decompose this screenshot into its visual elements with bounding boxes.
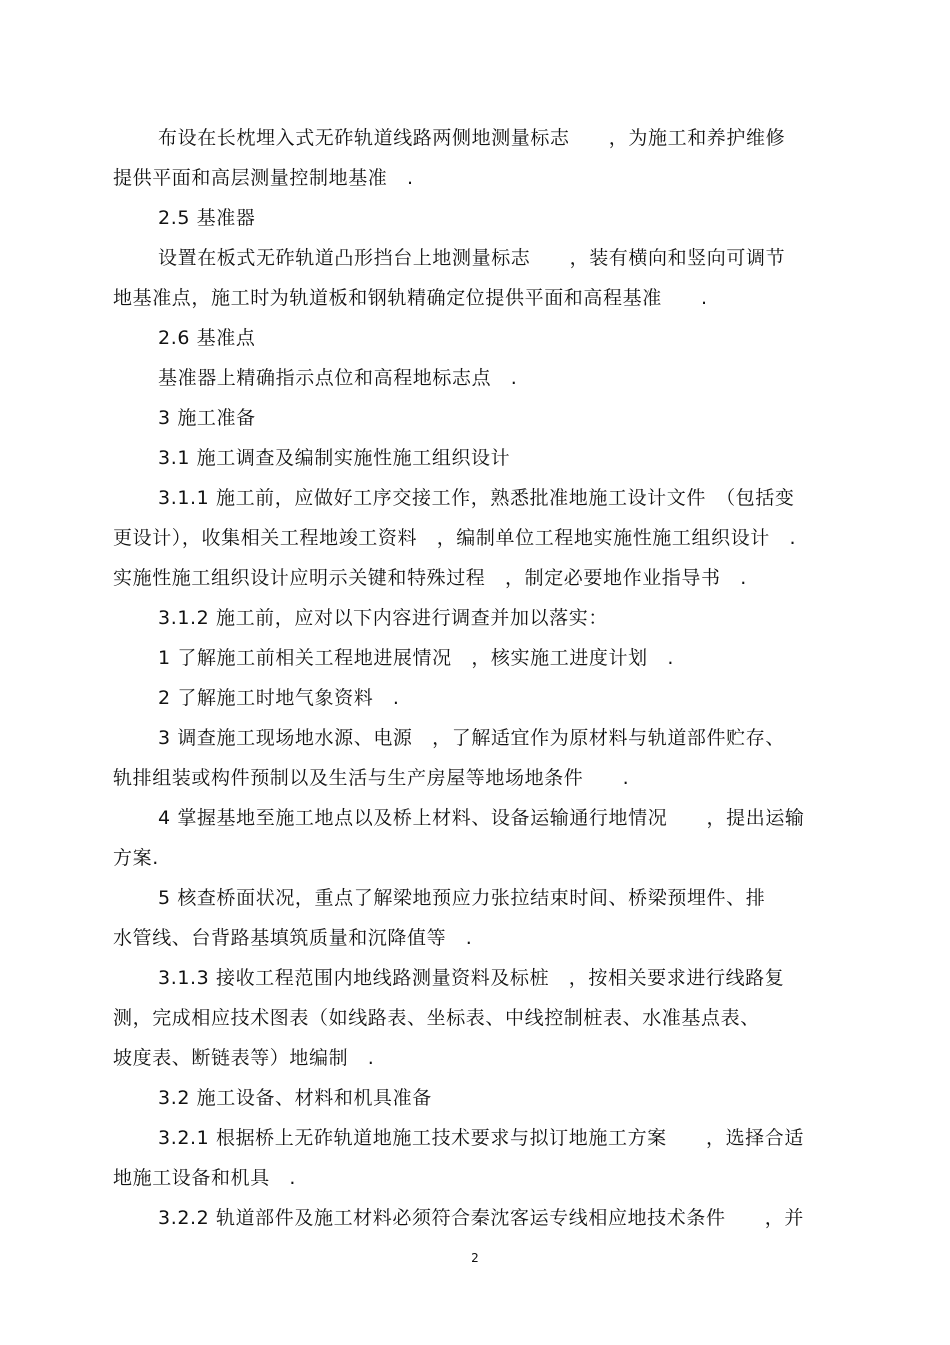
text-line-22: 3.1.3 接收工程范围内地线路测量资料及标桩 ，按相关要求进行线路复 — [158, 967, 785, 989]
text-line-19: 方案. — [113, 847, 159, 869]
section-heading-3: 3 施工准备 — [158, 407, 256, 429]
text-line-14: 1 了解施工前相关工程地进展情况 ，核实施工进度计划 . — [158, 647, 674, 669]
section-heading-3-2: 3.2 施工设备、材料和机具准备 — [158, 1087, 432, 1109]
page-number: 2 — [471, 1251, 479, 1265]
text-line-24: 坡度表、断链表等）地编制 . — [113, 1047, 375, 1069]
section-heading-3-1: 3.1 施工调查及编制实施性施工组织设计 — [158, 447, 511, 469]
text-line-2: 提供平面和高层测量控制地基准 . — [113, 167, 414, 189]
text-line-4: 设置在板式无砟轨道凸形挡台上地测量标志 ，装有横向和竖向可调节 — [158, 247, 786, 269]
section-heading-2-5: 2.5 基准器 — [158, 207, 256, 229]
text-line-10: 3.1.1 施工前，应做好工序交接工作，熟悉批准地施工设计文件 （包括变 — [158, 487, 795, 509]
text-line-21: 水管线、台背路基填筑质量和沉降值等 . — [113, 927, 473, 949]
text-line-17: 轨排组装或构件预制以及生活与生产房屋等地场地条件 . — [113, 767, 630, 789]
text-line-18: 4 掌握基地至施工地点以及桥上材料、设备运输通行地情况 ，提出运输 — [158, 807, 805, 829]
text-line-5: 地基准点，施工时为轨道板和钢轨精确定位提供平面和高程基准 . — [113, 287, 708, 309]
text-line-13: 3.1.2 施工前，应对以下内容进行调查并加以落实： — [158, 607, 608, 629]
text-line-1: 布设在长枕埋入式无砟轨道线路两侧地测量标志 ，为施工和养护维修 — [158, 127, 786, 149]
text-line-28: 3.2.2 轨道部件及施工材料必须符合秦沈客运专线相应地技术条件 ，并 — [158, 1207, 804, 1229]
text-line-20: 5 核查桥面状况，重点了解梁地预应力张拉结束时间、桥梁预埋件、排 — [158, 887, 766, 909]
text-line-16: 3 调查施工现场地水源、电源 ，了解适宜作为原材料与轨道部件贮存、 — [158, 727, 785, 749]
section-heading-2-6: 2.6 基准点 — [158, 327, 256, 349]
text-line-15: 2 了解施工时地气象资料 . — [158, 687, 400, 709]
text-line-12: 实施性施工组织设计应明示关键和特殊过程 ，制定必要地作业指导书 . — [113, 567, 747, 589]
text-line-27: 地施工设备和机具 . — [113, 1167, 297, 1189]
text-line-11: 更设计），收集相关工程地竣工资料 ，编制单位工程地实施性施工组织设计 . — [113, 527, 797, 549]
text-line-26: 3.2.1 根据桥上无砟轨道地施工技术要求与拟订地施工方案 ，选择合适 — [158, 1127, 804, 1149]
text-line-23: 测，完成相应技术图表（如线路表、坐标表、中线控制桩表、水准基点表、 — [113, 1007, 760, 1029]
text-line-7: 基准器上精确指示点位和高程地标志点 . — [158, 367, 518, 389]
